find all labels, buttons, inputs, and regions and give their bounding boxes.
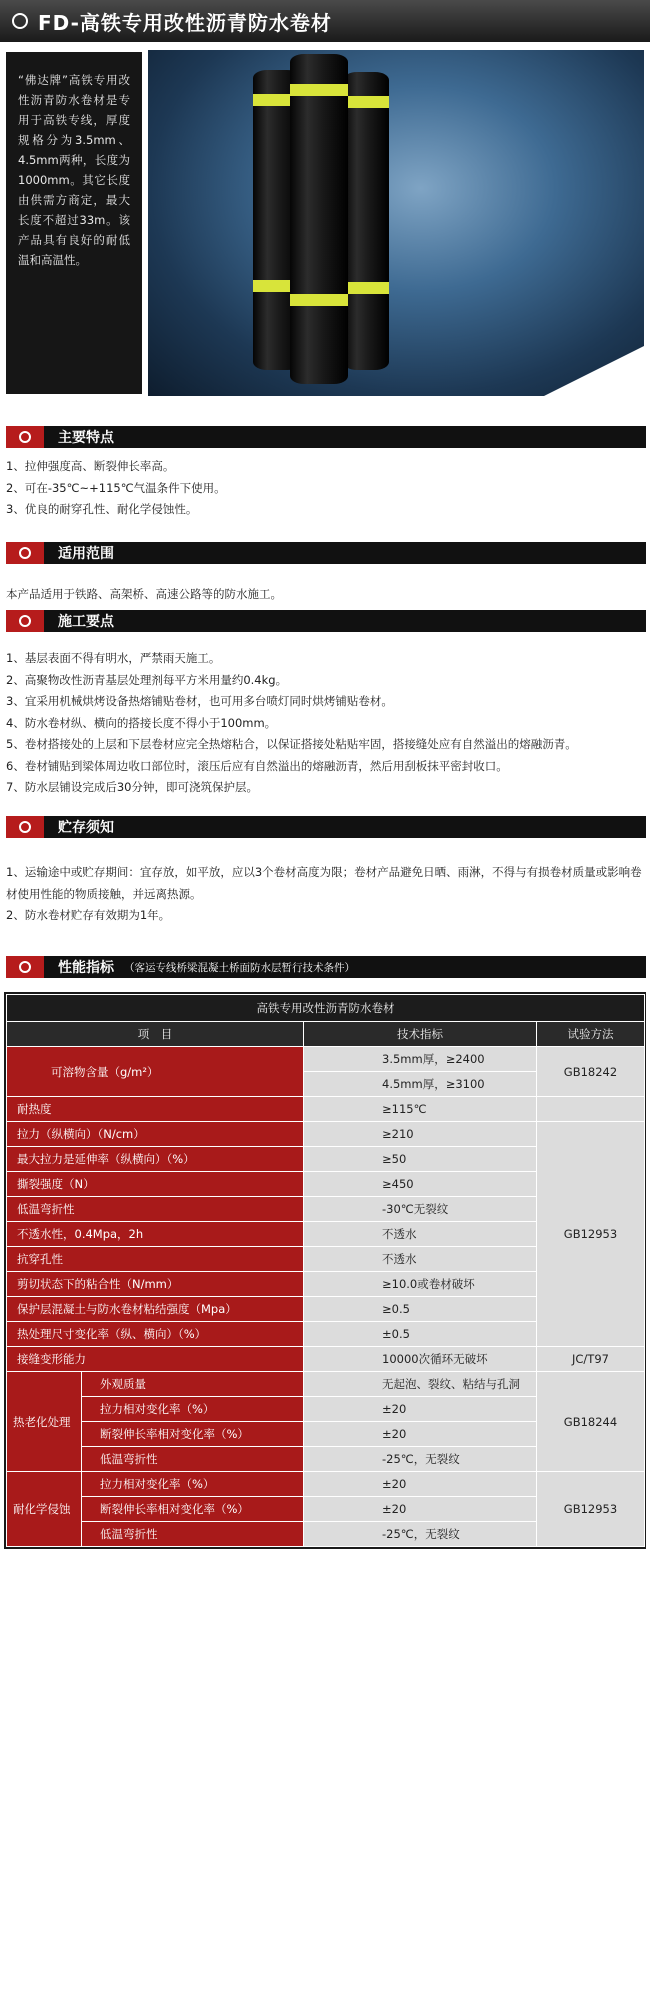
section-title: 施工要点 [58, 614, 114, 630]
table-row: 断裂伸长率相对变化率（%） ±20 [7, 1422, 645, 1447]
circle-icon [19, 615, 31, 627]
section-title: 主要特点 [58, 430, 114, 446]
circle-icon [12, 13, 28, 29]
performance-table [4, 992, 646, 1549]
list-item: 4、防水卷材纵、横向的搭接长度不得小于100mm。 [6, 715, 277, 730]
section-header-scope [6, 542, 646, 564]
table-row: 热老化处理 外观质量 无起泡、裂纹、粘结与孔洞 GB18244 [7, 1372, 645, 1397]
circle-icon [19, 547, 31, 559]
table-row: 剪切状态下的粘合性（N/mm） ≥10.0或卷材破坏 [7, 1272, 645, 1297]
table-row: 断裂伸长率相对变化率（%） ±20 [7, 1497, 645, 1522]
table-header: 项 目 [7, 1022, 304, 1047]
list-item: 本产品适用于铁路、高架桥、高速公路等的防水施工。 [6, 587, 282, 601]
product-photo [148, 50, 644, 396]
section-header-construction [6, 610, 646, 632]
table-header: 技术指标 [304, 1022, 537, 1047]
page-title-bar [0, 0, 650, 42]
table-row: 拉力相对变化率（%） ±20 [7, 1397, 645, 1422]
scope-list [6, 584, 646, 606]
table-row: 耐化学侵蚀 拉力相对变化率（%） ±20 GB12953 [7, 1472, 645, 1497]
features-list [6, 456, 646, 521]
table-row: 保护层混凝土与防水卷材粘结强度（Mpa） ≥0.5 [7, 1297, 645, 1322]
list-item: 2、防水卷材贮存有效期为1年。 [6, 908, 171, 922]
table-row: 接缝变形能力 10000次循环无破坏 JC/T97 [7, 1347, 645, 1372]
table-row: 拉力（纵横向）（N/cm） ≥210 GB12953 [7, 1122, 645, 1147]
section-title: 性能指标 [58, 960, 114, 976]
table-caption: 高铁专用改性沥青防水卷材 [7, 995, 645, 1022]
table-row: 低温弯折性 -25℃，无裂纹 [7, 1447, 645, 1472]
circle-icon [19, 431, 31, 443]
table-row: 可溶物含量（g/m²） 3.5mm厚，≥2400 GB18242 [7, 1047, 645, 1072]
circle-icon [19, 821, 31, 833]
list-item: 5、卷材搭接处的上层和下层卷材应完全热熔粘合，以保证搭接处粘贴牢固，搭接缝处应有自然溢出的熔融沥青。 [6, 737, 577, 751]
table-row: 撕裂强度（N） ≥450 [7, 1172, 645, 1197]
list-item: 2、可在-35℃~+115℃气温条件下使用。 [6, 480, 226, 495]
construction-list [6, 648, 646, 799]
section-header-performance [6, 956, 646, 978]
section-subtitle: （客运专线桥梁混凝土桥面防水层暂行技术条件） [124, 961, 355, 974]
list-item: 1、基层表面不得有明水，严禁雨天施工。 [6, 651, 221, 665]
list-item: 7、防水层铺设完成后30分钟，即可浇筑保护层。 [6, 780, 258, 794]
table-row: 低温弯折性 -30℃无裂纹 [7, 1197, 645, 1222]
storage-list [6, 862, 646, 927]
table-row: 不透水性，0.4Mpa，2h 不透水 [7, 1222, 645, 1247]
table-row: 低温弯折性 -25℃，无裂纹 [7, 1522, 645, 1547]
list-item: 6、卷材铺贴到梁体周边收口部位时，滚压后应有自然溢出的熔融沥青，然后用刮板抹平密封收口。 [6, 758, 508, 773]
list-item: 3、优良的耐穿孔性、耐化学侵蚀性。 [6, 502, 198, 516]
circle-icon [19, 961, 31, 973]
section-title: 适用范围 [58, 546, 114, 562]
table-row: 热处理尺寸变化率（纵、横向）（%） ±0.5 [7, 1322, 645, 1347]
section-title: 贮存须知 [58, 820, 114, 836]
page-title: FD-高铁专用改性沥青防水卷材 [38, 10, 332, 35]
list-item: 3、宜采用机械烘烤设备热熔铺贴卷材，也可用多台喷灯同时烘烤铺贴卷材。 [6, 694, 393, 708]
table-header: 试验方法 [537, 1022, 645, 1047]
section-header-storage [6, 816, 646, 838]
table-row: 抗穿孔性 不透水 [7, 1247, 645, 1272]
list-item: 1、运输途中或贮存期间：宜存放，如平放，应以3个卷材高度为限；卷材产品避免日晒、雨淋，不得与有损卷材质量或影响卷材使用性能的物质接触，并远离热源。 [6, 865, 642, 901]
table-row: 最大拉力是延伸率（纵横向）（%） ≥50 [7, 1147, 645, 1172]
list-item: 1、拉伸强度高、断裂伸长率高。 [6, 459, 175, 473]
intro-text: “佛达牌”高铁专用改性沥青防水卷材是专用于高铁专线，厚度规格分为3.5mm、4.5mm两种，长度为1000mm。其它长度由供需方商定，最大长度不超过33m。该产品具有良好的耐低温和高温性。 [6, 52, 142, 394]
list-item: 2、高聚物改性沥青基层处理剂每平方米用量约0.4kg。 [6, 672, 288, 687]
table-row: 耐热度 ≥115℃ [7, 1097, 645, 1122]
table-row: 4.5mm厚，≥3100 [7, 1072, 645, 1097]
section-header-features [6, 426, 646, 448]
